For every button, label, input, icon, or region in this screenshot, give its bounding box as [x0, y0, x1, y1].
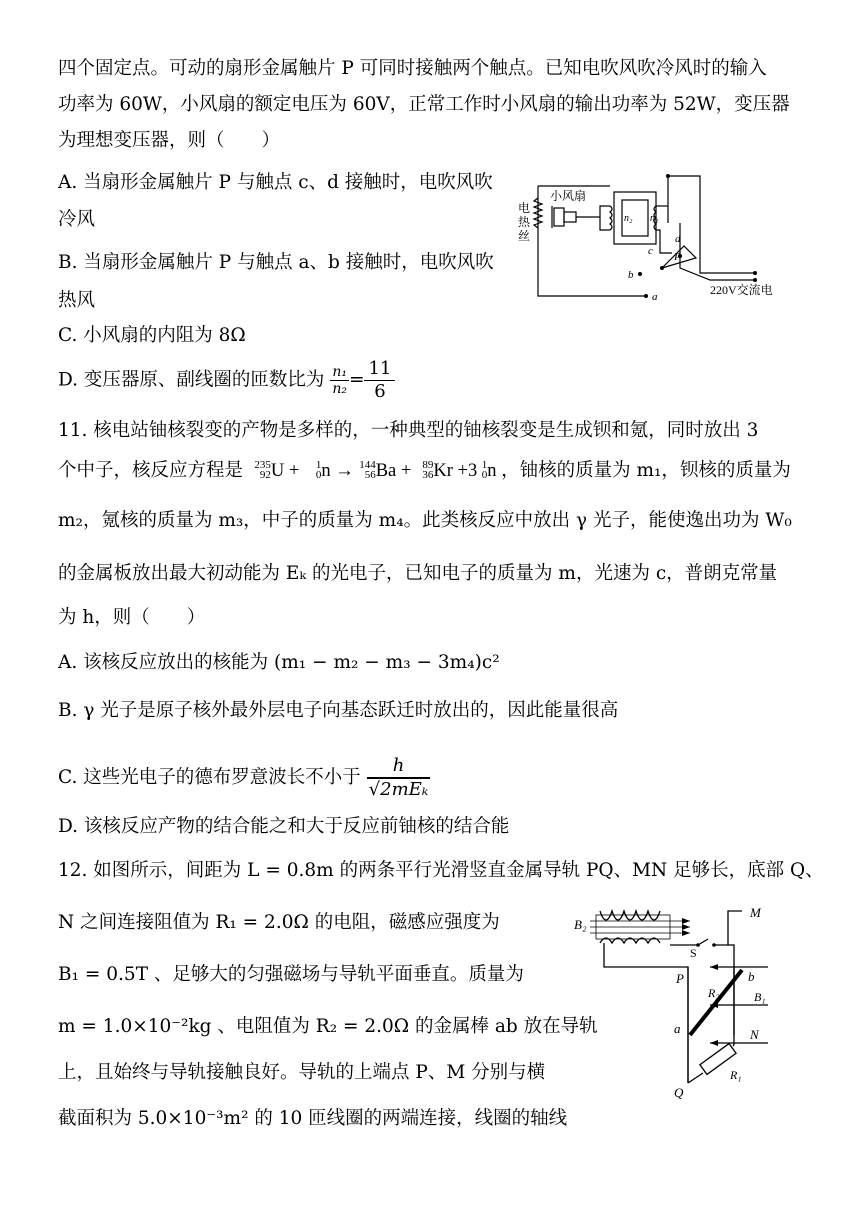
n-nuclide-indices — [299, 458, 321, 480]
q10-option-a-line-2: 冷风 — [58, 209, 96, 230]
fraction-numerator-h: h — [367, 755, 431, 778]
u-nuclide-indices — [249, 458, 271, 480]
q10-stem-line-2: 功率为 60W，小风扇的额定电压为 60V，正常工作时小风扇的输出功率为 52W，变压器 — [58, 94, 790, 115]
q11-line-4: 的金属板放出最大初动能为 Eₖ 的光电子，已知电子的质量为 m，光速为 c，普朗克常量 — [58, 563, 778, 584]
q12-line-2: N 之间连接阻值为 R₁ = 2.0Ω 的电阻，磁感应强度为 — [58, 912, 500, 933]
ratio-numerator: 11 — [364, 358, 395, 381]
q12-line-5: 上，且始终与导轨接触良好。导轨的上端点 P、M 分别与横 — [58, 1062, 546, 1083]
q12-line-3: B₁ = 0.5T 、足够大的匀强磁场与导轨平面垂直。质量为 — [58, 964, 524, 985]
kr-symbol: Kr — [433, 461, 453, 481]
p-label: P — [676, 971, 684, 986]
de-broglie-fraction — [367, 755, 431, 801]
q11-line-2-end: ，铀核的质量为 m₁，钡核的质量为 — [501, 460, 791, 481]
u-symbol: U — [270, 461, 285, 481]
heater-label-2: 热 — [518, 215, 531, 229]
contact-a-label: a — [652, 291, 658, 303]
kr-nuclide-indices — [411, 458, 433, 480]
q10-stem-line-1: 四个固定点。可动的扇形金属触片 P 可同时接触两个触点。已知电吹风吹冷风时的输入 — [58, 58, 767, 79]
b1-label: B₁ — [754, 990, 766, 1004]
q11-line-2 — [58, 458, 791, 484]
ratio-n2: n₂ — [332, 381, 347, 397]
q10-option-b-line-1: B. 当扇形金属触片 P 与触点 a、b 接触时，电吹风吹 — [58, 252, 494, 273]
q11-line-3: m₂，氪核的质量为 m₃，中子的质量为 m₄。此类核反应中放出 γ 光子，能使逸出功为 W₀ — [58, 510, 792, 531]
neutron-count: 3 — [467, 461, 478, 481]
contact-c-label: c — [648, 245, 653, 257]
ratio-n1: n₁ — [332, 364, 347, 380]
n-atomic-number: 0 — [315, 469, 322, 481]
q11-option-c — [58, 755, 430, 801]
q10-option-d-text: D. 变压器原、副线圈的匝数比为 — [58, 369, 325, 391]
ba-mass-number: 144 — [359, 459, 376, 471]
n-product-indices — [477, 458, 487, 480]
q10-option-b-line-2: 热风 — [58, 290, 96, 311]
b2-label: B₂ — [574, 917, 587, 932]
ba-symbol: Ba — [375, 461, 397, 481]
turns-ratio-value — [364, 358, 395, 403]
q12-line-6: 截面积为 5.0×10⁻³m² 的 10 匝线圈的两端连接，线圈的轴线 — [58, 1108, 568, 1129]
rail-coil-figure — [570, 905, 820, 1105]
contact-p-label: P — [674, 251, 681, 263]
switch-s-label: S — [690, 946, 697, 960]
q12-line-1: 12. 如图所示，间距为 L = 0.8m 的两条平行光滑竖直金属导轨 PQ、MN 足够长，底部 Q、 — [58, 860, 824, 881]
q10-option-c: C. 小风扇的内阻为 8Ω — [58, 325, 246, 346]
n2-label: n₂ — [624, 213, 633, 224]
q11-option-a: A. 该核反应放出的核能为 (m₁ − m₂ − m₃ − 3m₄)c² — [58, 652, 500, 673]
q10-option-d: D. 变压器原、副线圈的匝数比为 $\frac{\text{n₁}}{\text{n₂}}$ = $\frac{11}{6}$ — [58, 358, 395, 403]
a-label: a — [674, 1021, 681, 1036]
turns-ratio-symbol — [330, 364, 349, 397]
q-label: Q — [674, 1085, 684, 1100]
n-mass-number: 1 — [315, 459, 322, 471]
heater-label-3: 丝 — [518, 229, 531, 243]
q11-line-2-start: 个中子，核反应方程是 — [58, 460, 244, 481]
q11-option-d: D. 该核反应产物的结合能之和大于反应前铀核的结合能 — [58, 816, 510, 837]
fraction-denominator-sqrt: √2mEₖ — [368, 779, 429, 800]
contact-d-label: d — [675, 233, 681, 245]
q12-line-4: m = 1.0×10⁻²kg 、电阻值为 R₂ = 2.0Ω 的金属棒 ab 放在导轨 — [58, 1016, 598, 1037]
q11-option-c-text: C. 这些光电子的德布罗意波长不小于 — [58, 767, 361, 788]
n-label: N — [750, 1027, 759, 1042]
fan-label: 小风扇 — [550, 189, 587, 203]
contact-b-label: b — [628, 269, 634, 281]
r1-label: R₁ — [730, 1068, 742, 1082]
n1-label: n₁ — [650, 213, 659, 224]
r2-label: R₂ — [708, 986, 720, 1000]
ba-atomic-number: 56 — [364, 469, 376, 481]
kr-atomic-number: 36 — [422, 469, 434, 481]
heater-label-1: 电 — [518, 201, 531, 215]
ba-nuclide-indices — [354, 458, 376, 480]
nuclear-equation: 235 92 U + 1 0 n → 144 56 Ba + 89 36 Kr +3 1 0 n — [249, 461, 501, 481]
q11-option-b: B. γ 光子是原子核外最外层电子向基态跃迁时放出的，因此能量很高 — [58, 700, 619, 721]
u-mass-number: 235 — [254, 459, 271, 471]
supply-label: 220V交流电 — [710, 283, 773, 297]
n-symbol: n — [321, 461, 331, 481]
n-product-mass-number: 1 — [481, 459, 488, 471]
q11-line-5: 为 h，则（ ） — [58, 607, 206, 628]
n-product-atomic-number: 0 — [481, 469, 488, 481]
hair-dryer-circuit-figure — [510, 168, 810, 308]
q10-stem-line-3: 为理想变压器，则（ ） — [58, 130, 281, 151]
u-atomic-number: 92 — [259, 469, 271, 481]
q11-line-1: 11. 核电站铀核裂变的产物是多样的，一种典型的铀核裂变是生成钡和氪，同时放出 3 — [58, 420, 759, 441]
b-label: b — [748, 969, 755, 984]
q10-option-a-line-1: A. 当扇形金属触片 P 与触点 c、d 接触时，电吹风吹 — [58, 172, 493, 193]
m-label: M — [750, 905, 761, 920]
n-product-symbol: n — [487, 461, 497, 481]
ratio-denominator: 6 — [374, 381, 386, 402]
kr-mass-number: 89 — [422, 459, 434, 471]
